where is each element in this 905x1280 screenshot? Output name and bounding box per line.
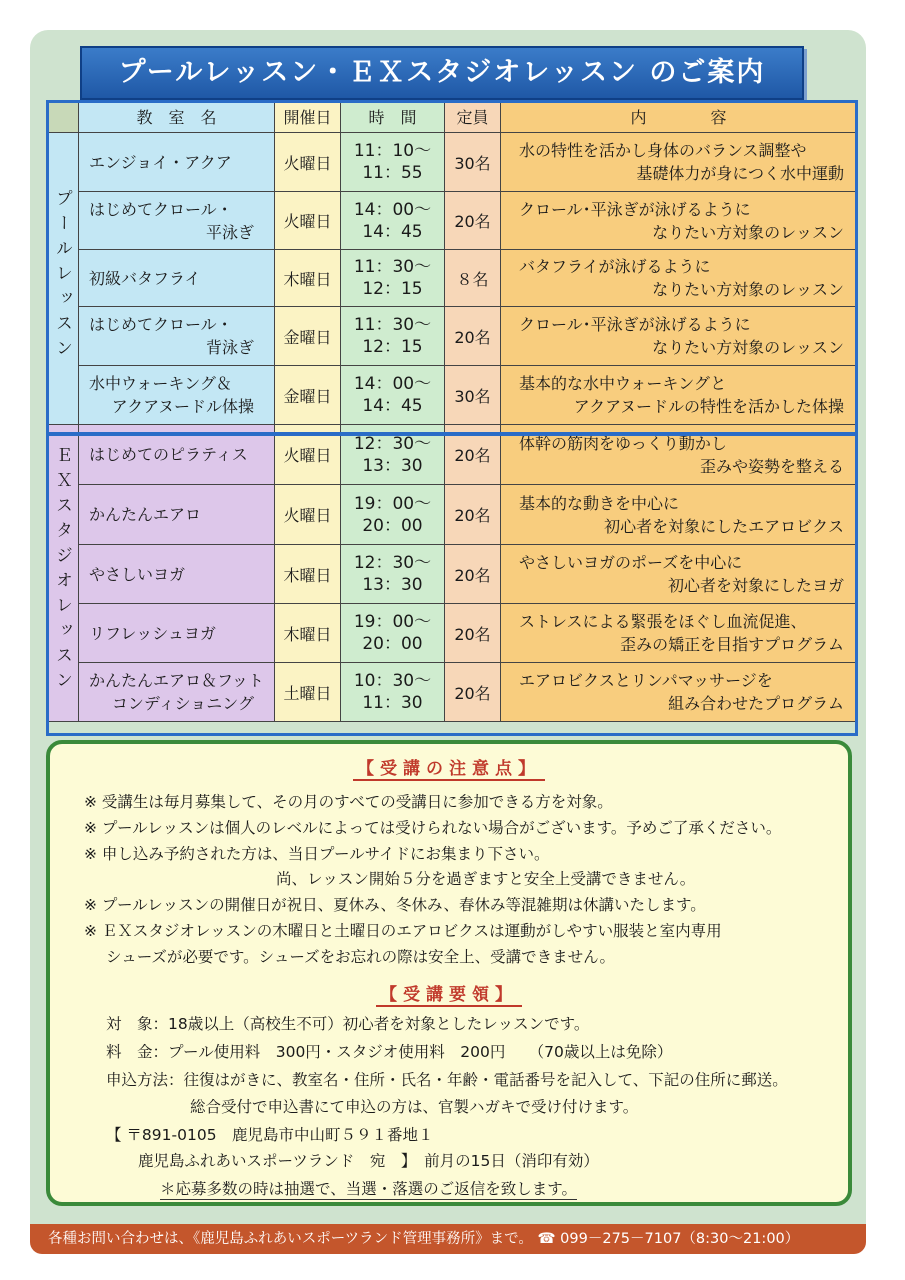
class-day: 土曜日	[275, 663, 341, 722]
header-capacity: 定員	[445, 101, 501, 133]
class-capacity: 20名	[445, 192, 501, 250]
class-description: 基本的な水中ウォーキングと アクアヌードルの特性を活かした体操	[501, 366, 857, 425]
header-blank	[47, 101, 79, 133]
class-name: かんたんエアロ	[79, 485, 275, 545]
class-capacity: 30名	[445, 366, 501, 425]
note-line: ※ 受講生は毎月募集して、その月のすべての受講日に参加できる方を対象。	[84, 793, 613, 811]
class-day: 木曜日	[275, 545, 341, 604]
header-time: 時 間	[341, 101, 445, 133]
class-time: 12：30～ 13：30	[341, 425, 445, 485]
class-day: 火曜日	[275, 425, 341, 485]
table-row	[47, 366, 857, 425]
class-capacity: ８名	[445, 250, 501, 307]
class-day: 火曜日	[275, 133, 341, 192]
table-row	[47, 192, 857, 250]
guide-title: 【受講要領】	[50, 980, 848, 1005]
notes-panel	[46, 740, 852, 1206]
guide-line: 申込方法：往復はがきに、教室名・住所・氏名・年齢・電話番号を記入して、下記の住所に郵送。	[106, 1071, 788, 1089]
page-title: プールレッスン・ＥＸスタジオレッスン のご案内	[80, 46, 804, 100]
phone-icon: ☎	[537, 1231, 556, 1247]
guide-lottery-note: ＊応募多数の時は抽選で、当選・落選のご返信を致します。	[160, 1177, 577, 1200]
class-description: バタフライが泳げるように なりたい方対象のレッスン	[501, 250, 857, 307]
class-name: はじめてクロール・ 平泳ぎ	[79, 192, 275, 250]
class-description: クロール･平泳ぎが泳げるように なりたい方対象のレッスン	[501, 307, 857, 366]
class-day: 木曜日	[275, 604, 341, 663]
note-line: ※ ＥＸスタジオレッスンの木曜日と土曜日のエアロビクスは運動がしやすい服装と室内専用	[84, 922, 722, 940]
class-time: 11：10～ 11：55	[341, 133, 445, 192]
class-time: 12：30～ 13：30	[341, 545, 445, 604]
class-day: 火曜日	[275, 485, 341, 545]
note-line: ※ プールレッスンは個人のレベルによっては受けられない場合がございます。予めご了承ください。	[84, 819, 782, 837]
class-name: 水中ウォーキング＆ アクアヌードル体操	[79, 366, 275, 425]
section-label: ＥＸスタジオレッスン	[47, 425, 79, 722]
class-description: クロール･平泳ぎが泳げるように なりたい方対象のレッスン	[501, 192, 857, 250]
class-description: 水の特性を活かし身体のバランス調整や 基礎体力が身につく水中運動	[501, 133, 857, 192]
class-description: やさしいヨガのポーズを中心に 初心者を対象にしたヨガ	[501, 545, 857, 604]
class-description: 基本的な動きを中心に 初心者を対象にしたエアロビクス	[501, 485, 857, 545]
class-name: リフレッシュヨガ	[79, 604, 275, 663]
table-row	[47, 250, 857, 307]
table-header-row	[47, 101, 857, 133]
class-time: 11：30～ 12：15	[341, 250, 445, 307]
guide-line: 料 金：プール使用料 300円・スタジオ使用料 200円 （70歳以上は免除）	[106, 1043, 673, 1061]
schedule-table	[46, 100, 857, 722]
table-row	[47, 133, 857, 192]
class-time: 14：00～ 14：45	[341, 192, 445, 250]
class-time: 19：00～ 20：00	[341, 485, 445, 545]
note-line: ※ プールレッスンの開催日が祝日、夏休み、冬休み、春休み等混雑期は休講いたします。	[84, 896, 706, 914]
class-description: 体幹の筋肉をゆっくり動かし 歪みや姿勢を整える	[501, 425, 857, 485]
table-row	[47, 545, 857, 604]
class-day: 木曜日	[275, 250, 341, 307]
class-time: 11：30～ 12：15	[341, 307, 445, 366]
table-row	[47, 604, 857, 663]
class-capacity: 20名	[445, 307, 501, 366]
table-row	[47, 425, 857, 485]
note-line: ※ 申し込み予約された方は、当日プールサイドにお集まり下さい。	[84, 845, 550, 863]
guide-address: 鹿児島ふれあいスポーツランド 宛 】 前月の15日（消印有効）	[138, 1152, 599, 1170]
class-name: はじめてクロール・ 背泳ぎ	[79, 307, 275, 366]
class-name: 初級バタフライ	[79, 250, 275, 307]
note-line: 尚、レッスン開始５分を過ぎますと安全上受講できません。	[276, 870, 696, 888]
class-capacity: 20名	[445, 663, 501, 722]
guide-line: 総合受付で申込書にて申込の方は、官製ハガキで受け付けます。	[190, 1098, 639, 1116]
class-capacity: 20名	[445, 545, 501, 604]
class-capacity: 20名	[445, 485, 501, 545]
table-row	[47, 485, 857, 545]
class-time: 14：00～ 14：45	[341, 366, 445, 425]
class-capacity: 30名	[445, 133, 501, 192]
class-day: 火曜日	[275, 192, 341, 250]
table-row	[47, 663, 857, 722]
class-name: かんたんエアロ＆フット コンディショニング	[79, 663, 275, 722]
footer-phone[interactable]: 099－275－7107（8:30～21:00）	[560, 1231, 800, 1247]
header-content: 内 容	[501, 101, 857, 133]
class-time: 19：00～ 20：00	[341, 604, 445, 663]
note-line: シューズが必要です。シューズをお忘れの際は安全上、受講できません。	[106, 948, 616, 966]
section-label: プールレッスン	[47, 133, 79, 425]
class-day: 金曜日	[275, 307, 341, 366]
header-day: 開催日	[275, 101, 341, 133]
footer-contact	[30, 1224, 866, 1254]
class-capacity: 20名	[445, 604, 501, 663]
notes-title: 【受講の注意点】	[50, 754, 848, 779]
class-name: やさしいヨガ	[79, 545, 275, 604]
class-capacity: 20名	[445, 425, 501, 485]
header-name: 教 室 名	[79, 101, 275, 133]
class-day: 金曜日	[275, 366, 341, 425]
class-description: エアロビクスとリンパマッサージを 組み合わせたプログラム	[501, 663, 857, 722]
class-time: 10：30～ 11：30	[341, 663, 445, 722]
class-description: ストレスによる緊張をほぐし血流促進、 歪みの矯正を目指すプログラム	[501, 604, 857, 663]
class-name: はじめてのピラティス	[79, 425, 275, 485]
guide-address: 【 〒891-0105 鹿児島市中山町５９１番地１	[106, 1126, 434, 1144]
guide-line: 対 象：18歳以上（高校生不可）初心者を対象としたレッスンです。	[106, 1015, 590, 1033]
class-name: エンジョイ・アクア	[79, 133, 275, 192]
footer-prefix: 各種お問い合わせは、《鹿児島ふれあいスポーツランド管理事務所》まで。	[48, 1231, 533, 1247]
table-row	[47, 307, 857, 366]
